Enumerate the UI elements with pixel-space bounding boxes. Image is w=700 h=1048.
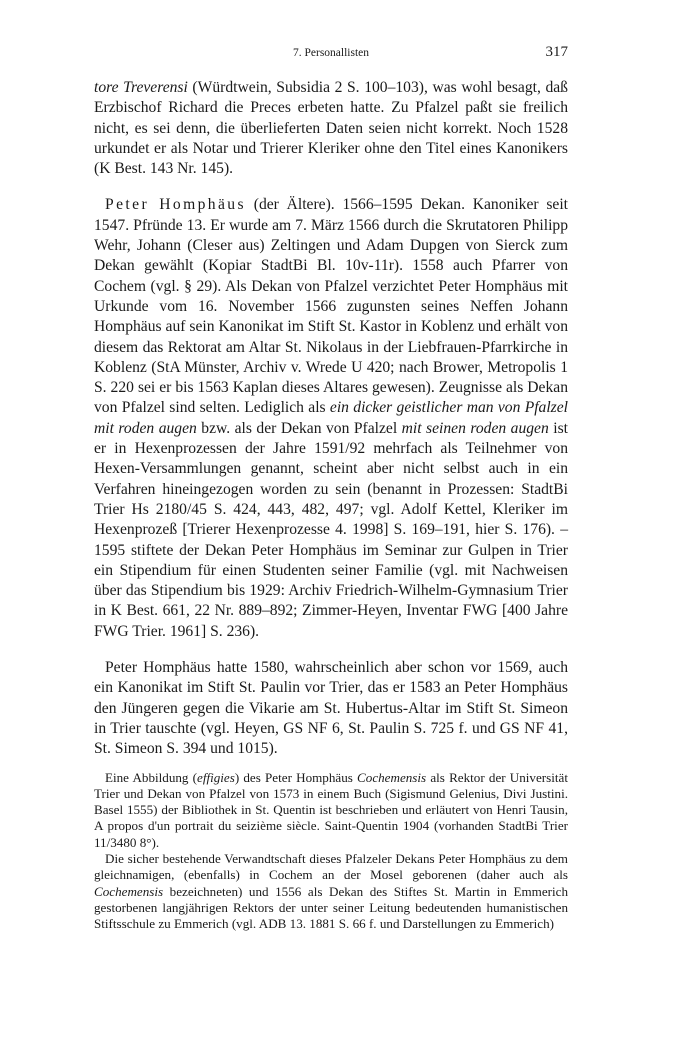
quotation-italic-2: mit seinen roden augen — [401, 419, 549, 437]
paragraph-2: Peter Homphäus (der Ältere). 1566–1595 Dekan. Kanoniker seit 1547. Pfründe 13. Er wurde am 7. März 1566 durch die Skrutatoren Philipp Wehr, Johann (Cleser aus) Zeltingen und Adam Dupgen von Sierck zum Dekan gewählt (Kopiar StadtBi Bl. 10v-11r). 1558 auch Pfarrer von Cochem (vgl. § 29). Als Dekan von Pfalzel verzichtet Peter Homphäus mit Urkunde vom 16. November 1566 zugunsten seines Neffen Johann Homphäus auf sein Kanonikat im Stift St. Kastor in Koblenz und erhält von diesem das Rektorat am Altar St. Nikolaus in der Liebfrauen-Pfarrkirche in Koblenz (StA Münster, Archiv v. Wrede U 420; nach Brower, Metropolis 1 S. 220 sei er bis 1563 Kaplan dieses Altares gewesen). Zeugnisse als Dekan von Pfalzel sind selten. Lediglich als ein dicker geistlicher man von Pfalzel mit roden augen bzw. als der Dekan von Pfalzel mit seinen roden augen ist er in Hexenprozessen der Jahre 1591/92 mehrfach als Teilnehmer von Hexen-Versammlungen genannt, scheint aber nicht selbst auch in ein Verfahren hineingezogen worden zu sein (benannt in Prozessen: StadtBi Trier Hs 2180/45 S. 424, 443, 482, 497; vgl. Adolf Kettel, Kleriker im Hexenprozeß [Trierer Hexenprozesse 4. 1998] S. 169–191, hier S. 176). – 1595 stiftete der Dekan Peter Homphäus im Seminar zur Gulpen in Trier ein Stipendium für einen Studenten seiner Familie (vgl. mit Nachweisen über das Stipendium bis 1929: Archiv Friedrich-Wilhelm-Gymnasium Trier in K Best. 661, 22 Nr. 889–892; Zimmer-Heyen, Inventar FWG [400 Jahre FWG Trier. 1961] S. 236). — [94, 196, 569, 640]
note-1: Eine Abbildung (effigies) des Peter Homphäus Cochemensis als Rektor der Universität Trier und Dekan von Pfalzel von 1573 in einem Buch (Sigismund Gelenius, Divi Justini. Basel 1555) der Bibliothek in St. Quentin ist beschrieben und erläutert von Henri Tausin, A propos d'un portrait du seizième siècle. Saint-Quentin 1904 (vorhanden StadtBi Trier 11/3480 8°). — [94, 769, 568, 850]
running-header — [94, 44, 568, 64]
paragraph-3: Peter Homphäus hatte 1580, wahrscheinlich aber schon vor 1569, auch ein Kanonikat im Stift St. Paulin vor Trier, das er 1583 an Peter Homphäus den Jüngeren gegen die Vikarie am St. Hubertus-Altar im Stift St. Simeon in Trier tauschte (vgl. Heyen, GS NF 6, St. Paulin S. 725 f. und GS NF 41, St. Simeon S. 394 und 1015). — [94, 659, 568, 758]
page-number: 317 — [545, 44, 568, 60]
note-2: Die sicher bestehende Verwandtschaft dieses Pfalzeler Dekans Peter Homphäus zu dem gleichnamigen, (ebenfalls) in Cochem an der Mosel geborenen (daher auch als Cochemensis bezeichneten) und 1556 als Dekan des Stiftes St. Martin in Emmerich gestorbenen langjährigen Rektors der unter seiner Leitung bedeutenden humanistischen Stiftsschule zu Emmerich (vgl. ADB 13. 1881 S. 66 f. und Darstellungen zu Emmerich) — [94, 850, 568, 932]
paragraph-1: tore Treverensi (Würdtwein, Subsidia 2 S. 100–103), was wohl besagt, daß Erzbischof Richard die Preces erbeten hatte. Zu Pfalzel paßt sie freilich nicht, es sei denn, die überlieferten Daten seien nicht korrekt. Noch 1528 urkundet er als Notar und Trierer Kleriker ohne den Titel eines Kanonikers (K Best. 143 Nr. 145). — [94, 79, 568, 178]
book-page — [94, 44, 568, 932]
running-title: 7. Personallisten — [292, 47, 370, 59]
latin-phrase: tore Treverensi — [94, 79, 188, 96]
main-text — [94, 78, 568, 760]
notes-section — [94, 770, 568, 933]
person-name: Peter Homphäus — [105, 196, 246, 214]
quotation-italic-1: ein dicker geistlicher man von Pfalzel mit roden augen — [94, 399, 569, 437]
